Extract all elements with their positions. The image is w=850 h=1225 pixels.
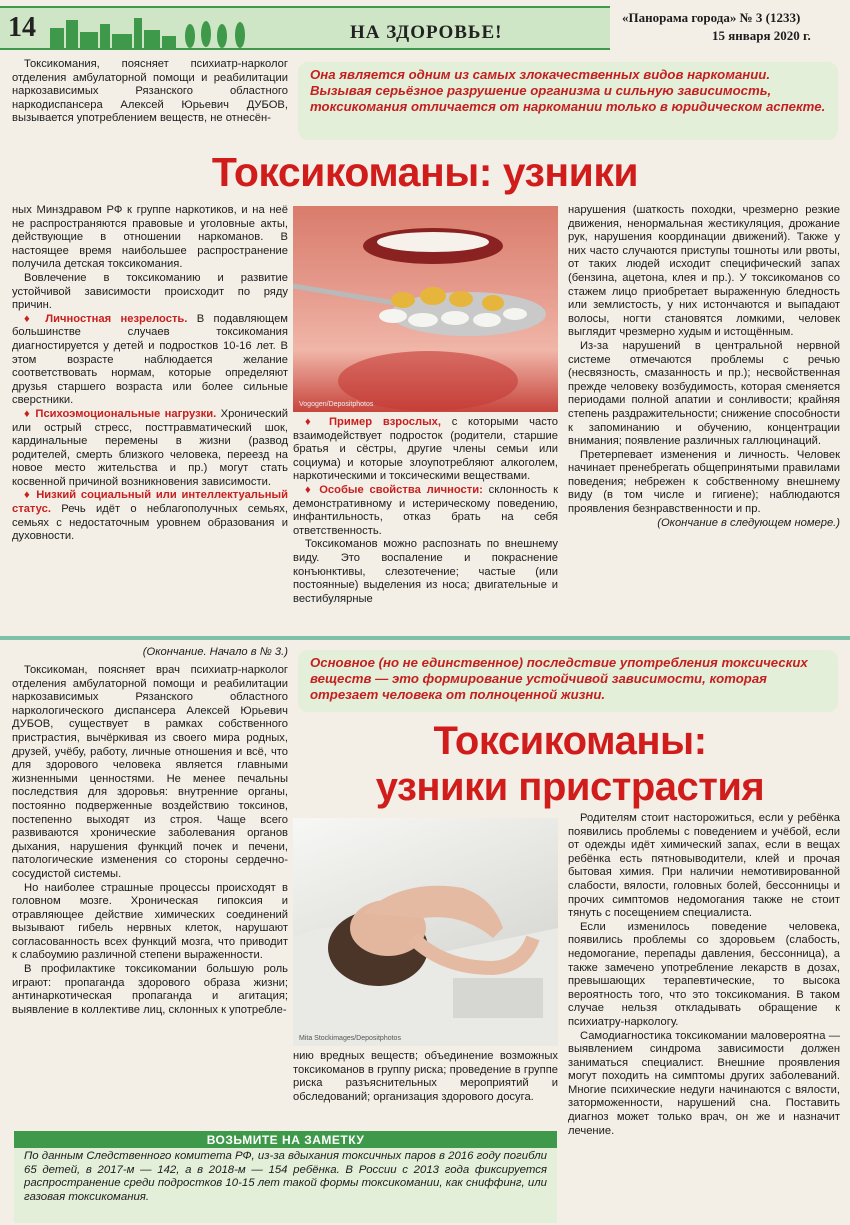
article1-column2: ♦ Пример взрослых, с которыми часто взаимодействует подросток (родители, старшие братья и сёстры, другие члены семьи или социума) и которые злоупотребляют алкоголем, наркотическими и токсическими веществами. ♦ Особые свойства личности: склонность к демонстративному и истерическому поведению, инфантильность, отказ брать на себя ответственность. Токсикоманов можно распознать по внешнему виду. Это воспаление и покраснение конъюнктивы, слезотечение; частые (или постоянные) выделения из носа; двигательные и вестибулярные <box>293 416 558 605</box>
article2-title-line1: Токсикоманы: <box>433 719 707 763</box>
subheading: ♦ Низкий социальный или интеллектуальный статус. <box>12 489 288 516</box>
page-separator <box>0 636 850 640</box>
rubric-title: НА ЗДОРОВЬЕ! <box>350 22 503 43</box>
page-header <box>0 0 850 52</box>
article1-column3: нарушения (шаткость походки, чрезмерно резкие движения, ненормальная жестикуляция, дрожание рук, нарушения координации движений). Также у них часто случаются приступы тошноты или рвоты, от таких людей исходит специфический запах (бензина, ацетона, клея и пр.). У токсикоманов со стажем лицо приобретает выраженную бледность или землистость, у них истончаются и выпадают волосы, ногти становятся ломкими, человек выглядит чрезмерно худым и истощённым. Из-за нарушений в центральной нервной системе отмечаются проблемы с речью (несвязность, смазанность и пр.); несвойственная прежде человеку возбудимость, которая сменяется периодами полной апатии и сонливости; крайняя степень раздражительности; снижение способности к запоминанию и обучению, концентрации внимания; появление различных галлюцинаций. Претерпевает изменения и личность. Человек начинает пренебрегать общепринятыми правилами поведения; небрежен к собственному внешнему виду (в том числе и гигиене); наблюдаются проявления безнравственности и пр. (Окончание в следующем номере.) <box>568 204 840 529</box>
article1-lead: Она является одним из самых злокачественных видов наркомании. Вызывая серьёзное разрушение организма и сильную зависимость, токсикомания отличается от наркомании только в юридическом аспекте. <box>298 62 838 140</box>
woman-covering-face-icon <box>293 818 558 1046</box>
article2-continuation: (Окончание. Начало в № 3.) <box>142 646 288 658</box>
note-title-bar <box>14 1131 557 1148</box>
article1-photo-pills-spoon <box>293 206 558 412</box>
photo-credit: Vogogen/Depositphotos <box>299 401 374 408</box>
article2-title-line2: узники пристрастия <box>375 765 765 809</box>
subheading: ♦ Личностная незрелость. <box>24 312 188 325</box>
article2-column1: Токсикоман, поясняет врач психиатр-нарколог отделения амбулаторной помощи и реабилитации наркозависимых Рязанского областного наркологического диспансера Алексей Юрьевич ДУБОВ, существует в рамках собственного пристрастия, вычёркивая из своего мира родных, друзей, учёбу, работу, личные отношения и всё, что для здорового человека является главными жизненными ценностями. Не менее печальны последствия для здоровья: внутренние органы, постоянно подверженные воздействию токсинов, постепенно выходят из строя. Чаще всего развиваются хронические заболевания органов дыхания, нарушения функций почек и печени, патологические изменения со стороны сердечно-сосудистой системы. Но наиболее страшные процессы происходят в головном мозге. Хроническая гипоксия и отравляющее действие химических соединений вызывают гибель нервных клеток, нарушают согласованность всех функций мозга, что приводит к слабоумию различной степени выраженности. В профилактике токсикомании большую роль играют: пропаганда здорового образа жизни; антинаркотическая пропаганда и агитация; выявление в коллективе лиц, склонных к употребле- <box>12 664 288 1016</box>
subheading: ♦ Особые свойства личности: <box>305 483 483 496</box>
pills-on-spoon-icon <box>293 206 558 412</box>
city-skyline-icon <box>50 14 260 48</box>
continued-note: (Окончание в следующем номере.) <box>657 516 840 529</box>
issue-date: 15 января 2020 г. <box>712 28 811 43</box>
note-title: ВОЗЬМИТЕ НА ЗАМЕТКУ <box>206 1133 365 1147</box>
article2-lead: Основное (но не единственное) последствие употребления токсических веществ — это формирование устойчивой зависимости, которая отрезает человека от полноценной жизни. <box>298 650 838 712</box>
article2-column3: Родителям стоит насторожиться, если у ребёнка появились проблемы с поведением и учёбой, если от одежды идёт химический запах, если в вещах ребёнка есть пятновыводители, клей и прочая бытовая химия. При наличии немотивированной слабости, вялости, головных болей, бессонницы и прочих симптомов недомогания также не стоит тянуть с посещением специалиста. Если изменилось поведение человека, появились проблемы со здоровьем (слабость, недомогание, перепады давления, бессонница), а также замечено употребление лекарств в дозах, превышающих терапевтические, то высока вероятность того, что это токсикомания. В таком случае нельзя откладывать обращение к психиатру-наркологу. Самодиагностика токсикомании маловероятна — выявлением синдрома зависимости должен заниматься специалист. Внешние проявления могут походить на симптомы других заболеваний. Многие психические недуги начинаются с вялости, заторможенности, нарушений сна. Поставить диагноз может только врач, он же и назначит лечение. <box>568 812 840 1137</box>
note-text: По данным Следственного комитета РФ, из-за вдыхания токсичных паров в 2016 году погибли 65 детей, в 2017-м — 142, а в 2018-м — 154 ребёнка. В России с 2013 года фиксируется распространение среди подростков 10-15 лет такой формы токсикомании, как сниффинг, или газовая токсикомания. <box>24 1150 547 1203</box>
subheading: ♦ Психоэмоциональные нагрузки. <box>24 407 217 420</box>
article2-photo-woman-in-bed <box>293 818 558 1046</box>
note-box <box>14 1131 557 1223</box>
article2-column2: нию вредных веществ; объединение возможных токсикоманов в группу риска; проведение в группе риска разъяснительных мероприятий и обследований; организация здорового досуга. <box>293 1050 558 1103</box>
article1-intro: Токсикомания, поясняет психиатр-нарколог отделения амбулаторной помощи и реабилитации наркозависимых Рязанского областного наркодиспансера Алексей Юрьевич ДУБОВ, вызывается употреблением веществ, не отнесён- <box>12 58 288 125</box>
newspaper-issue: «Панорама города» № 3 (1233) <box>622 10 801 25</box>
article1-column1: ных Минздравом РФ к группе наркотиков, и на неё не распространяются правовые и уголовные акты, действующие в отношении наркоманов. В настоящее время наибольшее распространение получила детская токсикомания. Вовлечение в токсикоманию и развитие устойчивой зависимости происходит по ряду причин. ♦ Личностная незрелость. В подавляющем большинстве случаев токсикомания диагностируется у детей и подростков 10-16 лет. В этом возрасте наблюдается желание соответствовать нормам, которые определяют друзья старшего возраста или более сильные сверстники. ♦ Психоэмоциональные нагрузки. Хронический или острый стресс, посттравматический шок, кардинальные перемены в жизни (развод родителей, смерть близкого человека, переезд на новое место жительства и пр.) могут стать косвенной причиной возникновения зависимости. ♦ Низкий социальный или интеллектуальный статус. Речь идёт о неблагополучных семьях, семьях с недостаточным уровнем образования и духовности. <box>12 204 288 543</box>
page-number: 14 <box>8 12 36 43</box>
article1-title: Токсикоманы: узники <box>211 149 639 195</box>
photo-credit: Mita Stockimages/Depositphotos <box>299 1035 401 1042</box>
subheading: ♦ Пример взрослых, <box>305 416 441 428</box>
